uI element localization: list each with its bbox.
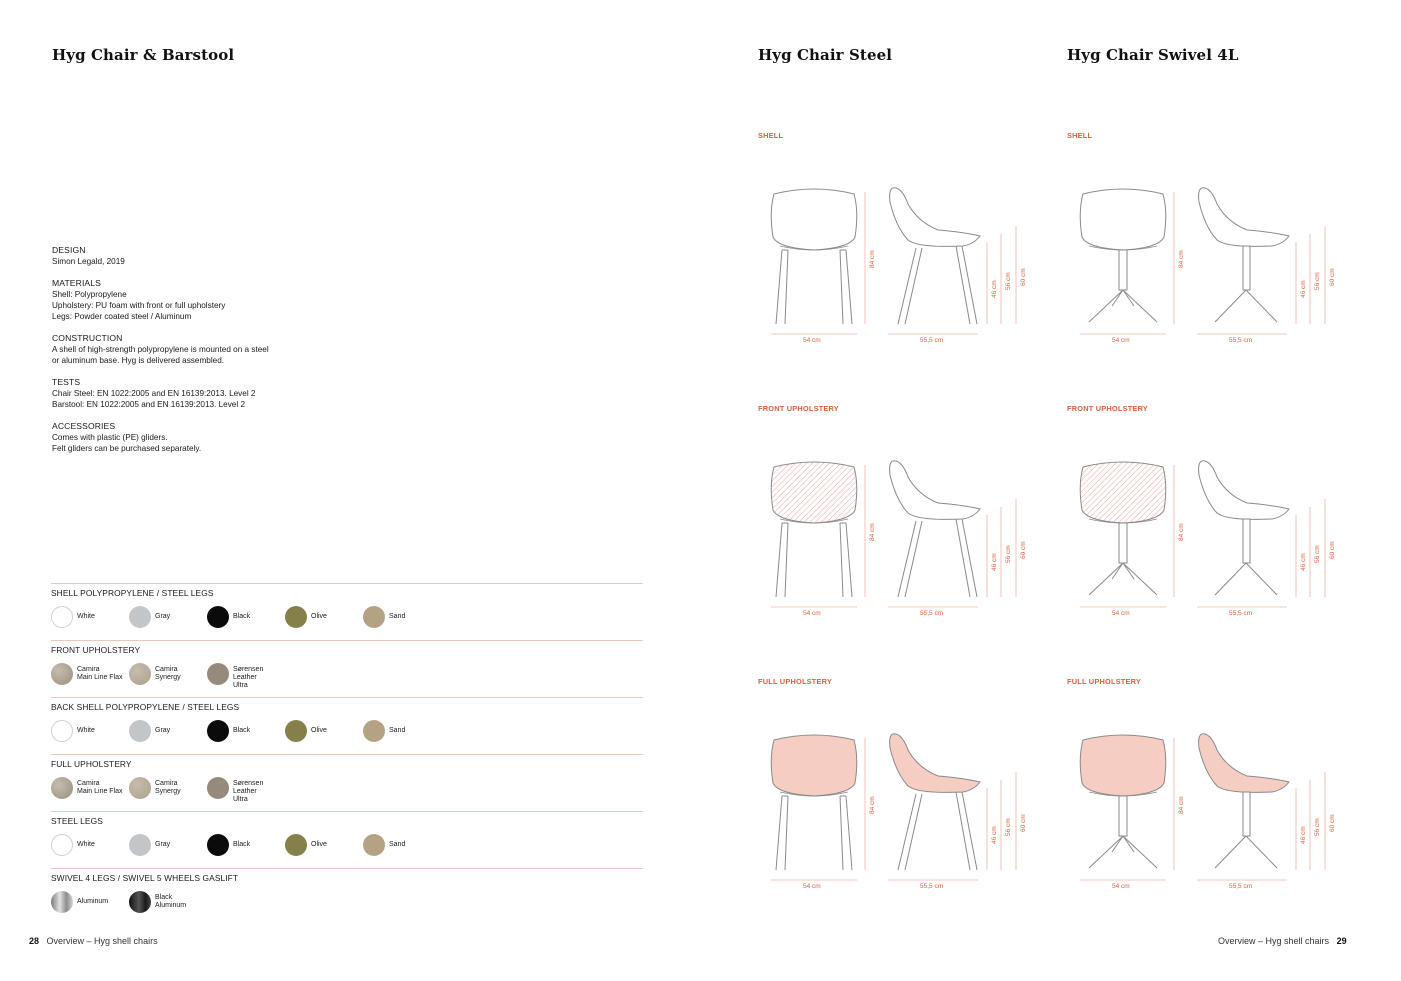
color-swatch [363,606,441,630]
chair-side-shell [1199,188,1289,247]
page-number: 29 [1336,936,1347,946]
chair-drawing [1067,455,1357,630]
spec-heading: DESIGN [52,245,86,255]
side-legs [898,792,977,870]
front-legs [776,796,852,870]
chair-drawing [758,182,1048,357]
dimension-top-label: 60 cm [1020,541,1027,559]
swatch-label: Sørensen Leather Ultra [233,780,264,803]
color-swatch [51,777,129,801]
spec-accessories [52,421,312,455]
swatch-label: Gray [155,841,171,848]
swivel-base [1215,563,1277,595]
swatch-circle [129,720,151,742]
left-page-title: Hyg Chair & Barstool [52,46,235,64]
swatch-label: Black Aluminum [155,894,187,909]
chair-drawing-panel [758,455,1048,645]
swatch-circle [51,606,73,628]
swatch-circle [129,777,151,799]
dimension-seat-label: 46 cm [1300,553,1307,571]
swatch-circle [51,891,73,913]
chair-front-shell [771,189,857,250]
dimension-arm-label: 56 cm [1005,545,1012,563]
swatch-label: Black [233,613,251,620]
spec-line: Comes with plastic (PE) gliders. [52,432,168,442]
dimension-top-label: 60 cm [1020,814,1027,832]
right-footer [1218,936,1347,946]
footer-text: Overview – Hyg shell chairs [1218,936,1330,946]
dimension-top-label: 60 cm [1329,268,1336,286]
spec-line: Barstool: EN 1022:2005 and EN 16139:2013. Level 2 [52,400,246,410]
dimension-width-label: 54 cm [803,337,821,344]
option-section [51,697,643,755]
chair-front-shell [771,735,857,796]
chair-front-shell [1080,735,1166,796]
spec-heading: ACCESSORIES [52,420,116,431]
color-swatch [285,720,363,744]
swatch-label: Camira Main Line Flax [77,780,123,795]
color-swatch [207,834,285,858]
dimension-height-label: 84 cm [1178,796,1185,814]
dimension-depth-label: 55,5 cm [1229,610,1253,617]
swatch-label: Sand [389,613,406,620]
swivel-column [1119,796,1127,836]
swatch-label: Olive [311,613,327,620]
spec-line: A shell of high-strength polypropylene is mounted on a steel [52,345,269,355]
swatch-circle [51,777,73,799]
swatch-label: Gray [155,613,171,620]
front-legs [776,250,852,324]
spec-line: or aluminum base. Hyg is delivered assembled. [52,356,225,366]
color-swatch [207,606,285,630]
dimension-arm-label: 56 cm [1314,545,1321,563]
dimension-arm-label: 56 cm [1005,272,1012,290]
dimension-width-label: 54 cm [1112,337,1130,344]
swatch-circle [51,720,73,742]
front-legs [776,523,852,597]
swatch-label: Aluminum [77,898,109,905]
dimension-seat-label: 46 cm [991,280,998,298]
chair-side-shell [890,461,980,520]
spec-line: Simon Legald, 2019 [52,257,125,267]
option-section [51,811,643,869]
option-section-title: FRONT UPHOLSTERY [51,645,141,655]
spec-tests [52,377,312,411]
column-title-steel: Hyg Chair Steel [758,46,893,64]
swatch-circle [207,720,229,742]
color-swatch [51,834,129,858]
chair-front-shell [1080,462,1166,523]
column-title-swivel: Hyg Chair Swivel 4L [1067,46,1239,64]
spec-line: Upholstery: PU foam with front or full upholstery [52,301,226,311]
swatch-circle [363,606,385,628]
dimension-height-label: 84 cm [869,796,876,814]
swatch-circle [129,834,151,856]
swatch-circle [285,606,307,628]
swatch-label: White [77,727,95,734]
swatch-circle [207,663,229,685]
swatch-label: Gray [155,727,171,734]
chair-drawing [1067,182,1357,357]
dimension-seat-label: 46 cm [1300,280,1307,298]
swatch-circle [207,777,229,799]
spec-line: Chair Steel: EN 1022:2005 and EN 16139:2013. Level 2 [52,388,256,398]
swatch-label: Camira Synergy [155,780,181,795]
swatch-circle [51,663,73,685]
swivel-column [1243,246,1250,290]
side-legs [898,519,977,597]
swivel-column [1119,523,1127,563]
color-swatch [51,606,129,630]
spec-design [52,245,312,268]
dimension-top-label: 60 cm [1329,541,1336,559]
dimension-depth-label: 55,5 cm [1229,337,1253,344]
specifications [52,245,312,464]
chair-front-shell [771,462,857,523]
color-swatch [207,777,285,801]
dimension-arm-label: 56 cm [1314,818,1321,836]
swivel-base [1089,836,1157,868]
swatch-label: Camira Main Line Flax [77,666,123,681]
spec-heading: TESTS [52,376,81,387]
color-swatch [363,720,441,744]
swatch-circle [285,720,307,742]
chair-drawing-panel [758,728,1048,918]
swatch-label: Camira Synergy [155,666,181,681]
swatch-label: Black [233,841,251,848]
spec-materials [52,278,312,323]
chair-side-shell [1199,734,1289,793]
section-label: SHELL [758,131,784,140]
dimension-arm-label: 56 cm [1314,272,1321,290]
spec-heading: CONSTRUCTION [52,332,123,343]
dimension-width-label: 54 cm [803,610,821,617]
swivel-base [1089,290,1157,322]
option-section-title: SWIVEL 4 LEGS / SWIVEL 5 WHEELS GASLIFT [51,873,239,883]
option-section-title: STEEL LEGS [51,816,103,826]
color-swatch [129,834,207,858]
swatch-circle [363,834,385,856]
side-legs [898,246,977,324]
swatch-circle [207,834,229,856]
color-swatch [285,606,363,630]
swatch-label: Olive [311,727,327,734]
swatch-label: Sand [389,727,406,734]
dimension-height-label: 84 cm [1178,250,1185,268]
dimension-width-label: 54 cm [1112,883,1130,890]
dimension-height-label: 84 cm [869,250,876,268]
chair-drawing [758,728,1048,903]
dimension-arm-label: 56 cm [1005,818,1012,836]
section-label: FULL UPHOLSTERY [758,677,833,686]
section-label: SHELL [1067,131,1093,140]
dimension-top-label: 60 cm [1020,268,1027,286]
swatch-label: Olive [311,841,327,848]
swivel-base [1215,290,1277,322]
swatch-label: Sørensen Leather Ultra [233,666,264,689]
chair-drawing-panel [758,182,1048,372]
section-label: FRONT UPHOLSTERY [758,404,839,413]
dimension-top-label: 60 cm [1329,814,1336,832]
color-swatch [129,891,207,915]
left-footer [29,936,158,946]
swatch-circle [129,891,151,913]
swatch-circle [51,834,73,856]
spec-line: Felt gliders can be purchased separately. [52,444,202,454]
dimension-height-label: 84 cm [1178,523,1185,541]
spec-heading: MATERIALS [52,277,101,288]
option-section-title: FULL UPHOLSTERY [51,759,132,769]
chair-side-shell [890,734,980,793]
swatch-circle [129,663,151,685]
spec-construction [52,333,312,367]
chair-side-shell [1199,461,1289,520]
swatch-label: Black [233,727,251,734]
dimension-height-label: 84 cm [869,523,876,541]
swatch-label: Sand [389,841,406,848]
spec-line: Legs: Powder coated steel / Aluminum [52,312,192,322]
chair-side-shell [890,188,980,247]
color-swatch [51,663,129,687]
swatch-label: White [77,613,95,620]
color-swatch [129,663,207,687]
option-section-title: BACK SHELL POLYPROPYLENE / STEEL LEGS [51,702,240,712]
dimension-depth-label: 55,5 cm [920,610,944,617]
color-swatch [51,720,129,744]
spec-line: Shell: Polypropylene [52,289,127,299]
chair-drawing-panel [1067,455,1357,645]
dimension-depth-label: 55,5 cm [920,883,944,890]
option-section [51,583,643,641]
option-section [51,640,643,698]
color-swatch [51,891,129,915]
color-swatch [207,663,285,687]
color-swatch [285,834,363,858]
swivel-base [1215,836,1277,868]
swatch-circle [207,606,229,628]
section-label: FRONT UPHOLSTERY [1067,404,1148,413]
footer-text: Overview – Hyg shell chairs [46,936,158,946]
color-swatch [207,720,285,744]
color-swatch [129,777,207,801]
swatch-circle [285,834,307,856]
swatch-label: White [77,841,95,848]
chair-drawing [758,455,1048,630]
color-swatch [129,606,207,630]
option-section [51,754,643,812]
color-swatch [129,720,207,744]
dimension-seat-label: 46 cm [1300,826,1307,844]
page-number: 28 [29,936,40,946]
dimension-seat-label: 46 cm [991,826,998,844]
dimension-width-label: 54 cm [803,883,821,890]
chair-front-shell [1080,189,1166,250]
chair-drawing-panel [1067,728,1357,918]
dimension-seat-label: 46 cm [991,553,998,571]
swivel-base [1089,563,1157,595]
dimension-depth-label: 55,5 cm [920,337,944,344]
dimension-width-label: 54 cm [1112,610,1130,617]
color-swatch [363,834,441,858]
chair-drawing-panel [1067,182,1357,372]
section-label: FULL UPHOLSTERY [1067,677,1142,686]
swivel-column [1119,250,1127,290]
swivel-column [1243,519,1250,563]
option-section [51,868,643,926]
swatch-circle [363,720,385,742]
chair-drawing [1067,728,1357,903]
swatch-circle [129,606,151,628]
swivel-column [1243,792,1250,836]
dimension-depth-label: 55,5 cm [1229,883,1253,890]
option-section-title: SHELL POLYPROPYLENE / STEEL LEGS [51,588,214,598]
